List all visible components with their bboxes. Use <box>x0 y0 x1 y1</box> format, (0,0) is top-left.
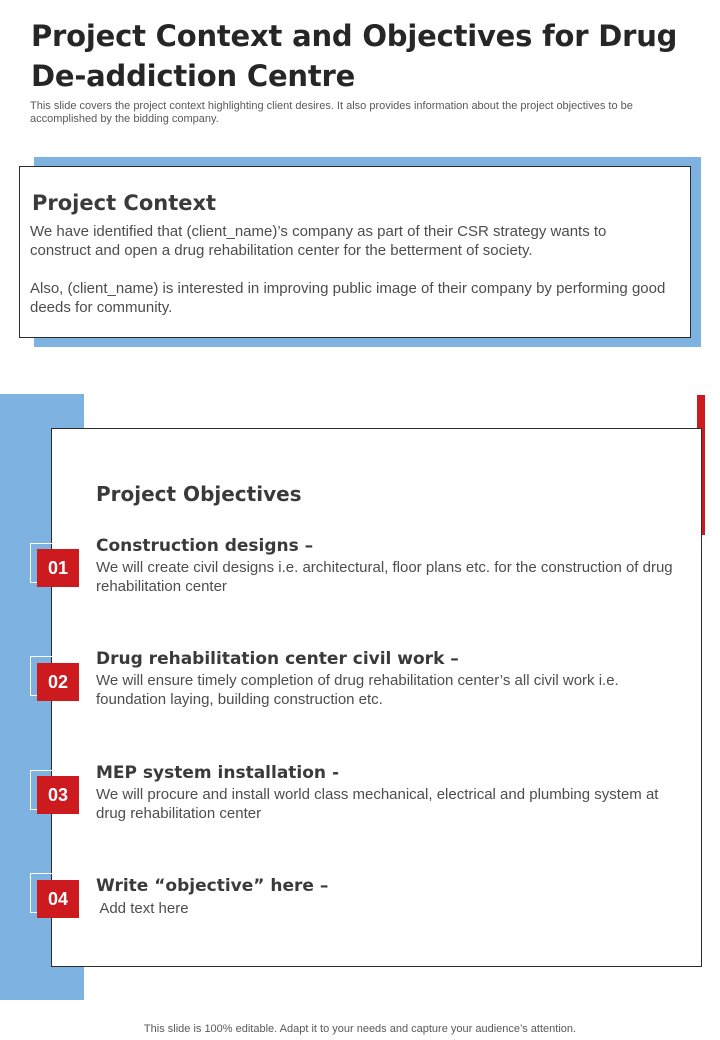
objectives-heading: Project Objectives <box>96 482 302 506</box>
context-heading: Project Context <box>32 191 217 215</box>
objective-number-badge: 01 <box>37 549 79 587</box>
objective-title: Drug rehabilitation center civil work – <box>96 649 459 669</box>
footer-note: This slide is 100% editable. Adapt it to your needs and capture your audience’s attention. <box>143 1023 577 1035</box>
objective-title: Construction designs – <box>96 536 314 556</box>
page-subtitle: This slide covers the project context highlighting client desires. It also provides information about the project objectives to be accomplished by the bidding company. <box>30 100 633 125</box>
objective-number-badge: 02 <box>37 663 79 701</box>
objective-title: MEP system installation - <box>96 763 339 783</box>
objective-description: We will ensure timely completion of drug rehabilitation center’s all civil work i.e. foundation laying, building construction etc. <box>96 672 619 708</box>
page-title: Project Context and Objectives for Drug De-addiction Centre <box>31 19 678 93</box>
context-paragraph-1: We have identified that (client_name)’s company as part of their CSR strategy wants to construct and open a drug rehabilitation center for the betterment of society. <box>30 223 607 259</box>
objective-number-badge: 04 <box>37 880 79 918</box>
objective-number-badge: 03 <box>37 776 79 814</box>
objective-description: Add text here <box>96 900 189 917</box>
objective-title: Write “objective” here – <box>96 876 329 896</box>
objective-description: We will create civil designs i.e. architectural, floor plans etc. for the construction of drug rehabilitation center <box>96 559 673 595</box>
objective-description: We will procure and install world class mechanical, electrical and plumbing system at drug rehabilitation center <box>96 786 659 822</box>
context-paragraph-2: Also, (client_name) is interested in improving public image of their company by performing good deeds for community. <box>30 280 666 316</box>
